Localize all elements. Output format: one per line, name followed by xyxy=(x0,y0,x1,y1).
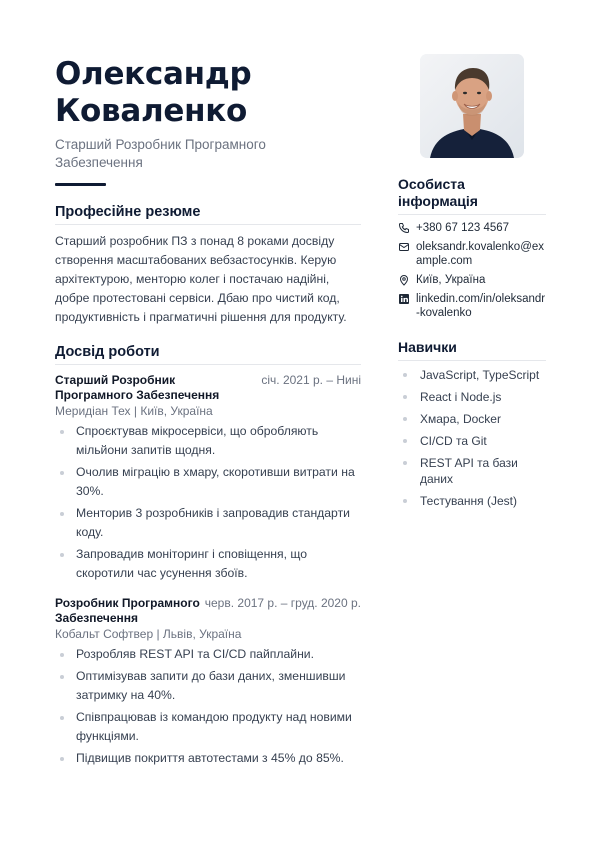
contact-text[interactable]: +380 67 123 4567 xyxy=(416,222,510,234)
list-item xyxy=(55,708,361,746)
map-pin-icon xyxy=(398,274,410,286)
contact-text[interactable]: linkedin.com/in/oleksandr-kovalenko xyxy=(416,293,546,319)
job-title-subtitle: Старший Розробник Програмного Забезпечення xyxy=(55,137,266,170)
bullet-dot xyxy=(403,395,407,399)
job-company: Меридіан Тех | Київ, Україна xyxy=(55,404,213,418)
bullet-dot xyxy=(60,512,64,516)
contact-email xyxy=(398,240,546,268)
list-item xyxy=(398,493,546,509)
list-item xyxy=(55,667,361,705)
skill-text: React і Node.js xyxy=(420,390,502,404)
contact-text: Київ, Україна xyxy=(416,274,486,286)
skills-heading: Навички xyxy=(398,339,546,361)
first-name: Олександр xyxy=(55,56,252,92)
job-title: Розробник Програмного Забезпечення xyxy=(55,596,200,625)
bullet-text: Співпрацював із командою продукту над новими функціями. xyxy=(76,710,352,743)
job-header xyxy=(55,596,361,626)
job-company: Кобальт Софтвер | Львів, Україна xyxy=(55,627,242,641)
main-column xyxy=(55,56,361,771)
summary-section xyxy=(55,204,361,327)
skills-list xyxy=(398,367,546,509)
summary-text: Старший розробник ПЗ з понад 8 роками досвіду створення масштабованих вебзастосунків. Керую архітектурою, менторю колег і постачаю надійні, добре протестовані сервіси. Дбаю про чистий код, продуктивність і прагматичні рішення для продукту. xyxy=(55,234,347,324)
bullet-dot xyxy=(403,373,407,377)
last-name: Коваленко xyxy=(55,93,247,129)
list-item xyxy=(55,645,361,664)
bullet-dot xyxy=(60,757,64,761)
contact-list xyxy=(398,221,546,320)
profile-photo xyxy=(420,54,524,158)
skill-text: CI/CD та Git xyxy=(420,434,487,448)
contact-phone xyxy=(398,221,546,235)
skills-section xyxy=(398,339,546,509)
list-item xyxy=(398,367,546,383)
bullet-text: Підвищив покриття автотестами з 45% до 85%. xyxy=(76,751,344,765)
experience-heading: Досвід роботи xyxy=(55,344,361,365)
list-item xyxy=(398,433,546,449)
candidate-name xyxy=(55,56,361,130)
skill-text: REST API та бази даних xyxy=(420,456,518,486)
list-item xyxy=(55,504,361,542)
job-date: січ. 2021 р. – Нині xyxy=(261,373,361,387)
bullet-text: Очолив міграцію в хмару, скоротивши витрати на 30%. xyxy=(76,465,355,498)
phone-icon xyxy=(398,222,410,234)
skill-text: Хмара, Docker xyxy=(420,412,501,426)
bullet-text: Менторив 3 розробників і запровадив стандарти коду. xyxy=(76,506,350,539)
job-header xyxy=(55,373,361,403)
contact-text[interactable]: oleksandr.kovalenko@example.com xyxy=(416,241,545,267)
bullet-dot xyxy=(403,461,407,465)
bullet-dot xyxy=(60,430,64,434)
job-achievements xyxy=(55,422,361,583)
job-date: черв. 2017 р. – груд. 2020 р. xyxy=(204,596,361,610)
list-item xyxy=(55,463,361,501)
list-item xyxy=(55,749,361,768)
contact-heading: Особиста інформація xyxy=(398,176,546,215)
bullet-dot xyxy=(403,499,407,503)
experience-section xyxy=(55,344,361,768)
bullet-text: Розробляв REST API та CI/CD пайплайни. xyxy=(76,647,314,661)
contact-section xyxy=(398,176,546,320)
job-title: Старший Розробник Програмного Забезпечення xyxy=(55,373,220,402)
bullet-text: Запровадив моніторинг і сповіщення, що скоротили час усунення збоїв. xyxy=(76,547,308,580)
portrait-illustration xyxy=(420,54,524,158)
contact-linkedin xyxy=(398,292,546,320)
job-entry xyxy=(55,373,361,583)
bullet-dot xyxy=(60,675,64,679)
bullet-dot xyxy=(403,417,407,421)
contact-location xyxy=(398,273,546,287)
bullet-dot xyxy=(403,439,407,443)
bullet-dot xyxy=(60,471,64,475)
job-achievements xyxy=(55,645,361,768)
job-entry xyxy=(55,596,361,768)
bullet-text: Оптимізував запити до бази даних, зменшивши затримку на 40%. xyxy=(76,669,346,702)
bullet-dot xyxy=(60,716,64,720)
linkedin-icon xyxy=(398,293,410,305)
sidebar-column xyxy=(398,54,546,515)
list-item xyxy=(55,422,361,460)
list-item xyxy=(398,455,546,487)
summary-heading: Професійне резюме xyxy=(55,204,361,225)
skill-text: Тестування (Jest) xyxy=(420,494,517,508)
bullet-dot xyxy=(60,553,64,557)
accent-divider xyxy=(55,183,106,186)
envelope-icon xyxy=(398,241,410,253)
list-item xyxy=(55,545,361,583)
list-item xyxy=(398,411,546,427)
skill-text: JavaScript, TypeScript xyxy=(420,368,540,382)
list-item xyxy=(398,389,546,405)
bullet-text: Спроєктував мікросервіси, що обробляють мільйони запитів щодня. xyxy=(76,424,319,457)
bullet-dot xyxy=(60,653,64,657)
